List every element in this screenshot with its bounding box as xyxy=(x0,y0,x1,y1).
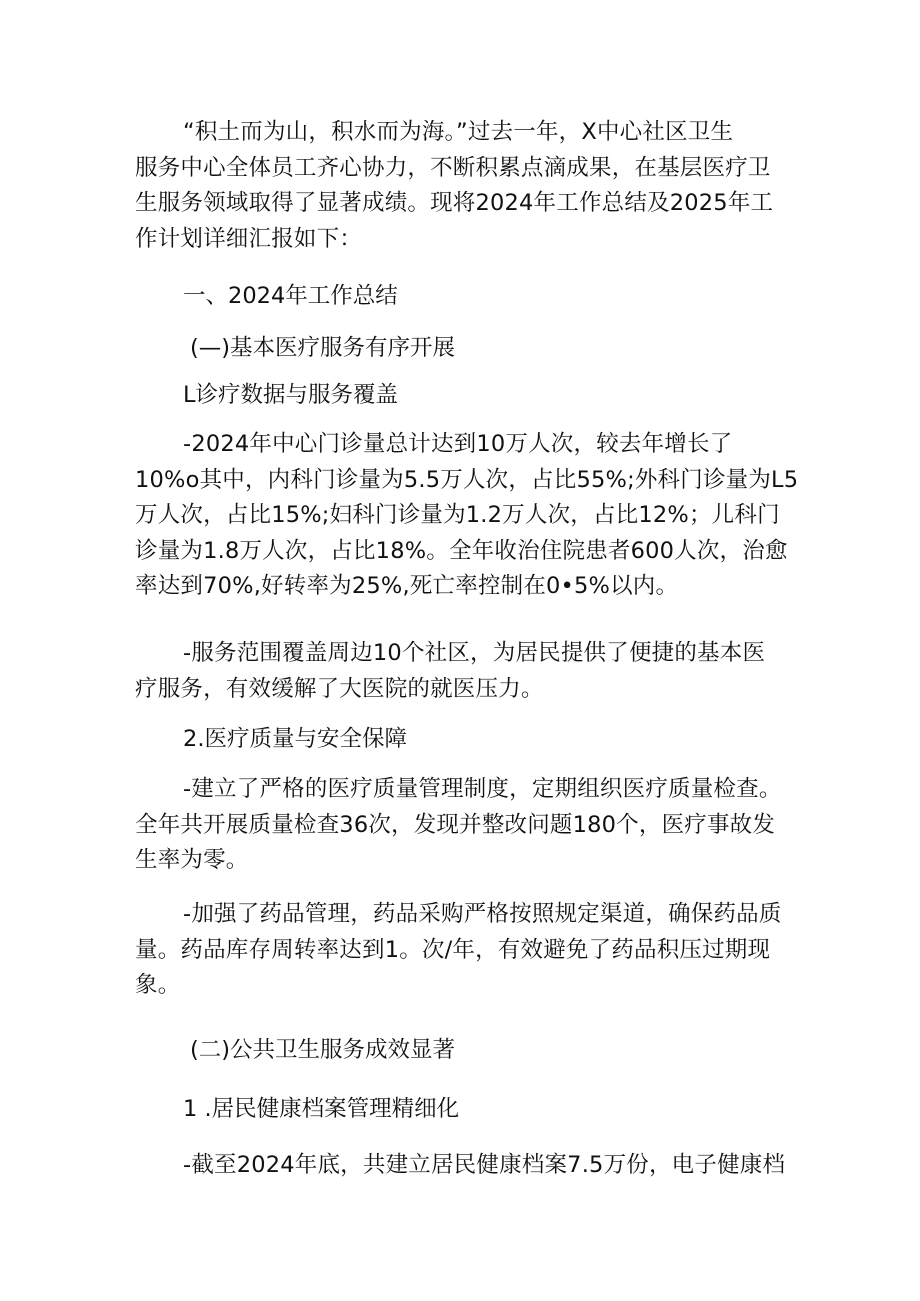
outpatient-line-3: 万人次，占比15%;妇科门诊量为1.2万人次，占比12%；儿科门 xyxy=(135,502,780,528)
intro-paragraph xyxy=(135,115,795,257)
quality-line-2: 全年共开展质量检查36次，发现并整改问题180个，医疗事故发 xyxy=(135,811,776,838)
coverage-line-2: 疗服务，有效缓解了大医院的就医压力。 xyxy=(135,675,544,702)
drugs-line-1: -加强了药品管理，药品采购严格按照规定渠道，确保药品质 xyxy=(183,901,782,927)
outpatient-paragraph xyxy=(135,427,799,605)
item-1-title: L诊疗数据与服务覆盖 xyxy=(183,382,399,408)
outpatient-line-4: 诊量为1.8万人次，占比18%。全年收治住院患者600人次，治愈 xyxy=(135,537,788,564)
coverage-paragraph xyxy=(135,636,795,707)
drugs-line-2: 量。药品库存周转率达到1。次/年，有效避免了药品积压过期现 xyxy=(135,936,771,963)
outpatient-line-1: -2024年中心门诊量总计达到10万人次，较去年增长了 xyxy=(183,431,733,457)
quality-line-3: 生率为零。 xyxy=(135,847,249,873)
coverage-line-1: -服务范围覆盖周边10个社区，为居民提供了便捷的基本医 xyxy=(183,640,766,666)
quality-paragraph xyxy=(135,772,795,879)
drugs-line-3: 象。 xyxy=(135,972,181,998)
records-paragraph xyxy=(135,1148,795,1184)
section-1-title: 一、2024年工作总结 xyxy=(183,283,398,309)
outpatient-line-2: 10%o其中，内科门诊量为5.5万人次，占比55%;外科门诊量为L5 xyxy=(135,466,799,493)
outpatient-line-5: 率达到70%,好转率为25%,死亡率控制在0•5%以内。 xyxy=(135,573,679,599)
drugs-paragraph xyxy=(135,897,795,1004)
intro-line-1: “积土而为山，积水而为海。”过去一年，X中心社区卫生 xyxy=(183,119,734,145)
item-3-title: 1 .居民健康档案管理精细化 xyxy=(183,1096,460,1122)
subsection-2-title: (二)公共卫生服务成效显著 xyxy=(190,1037,456,1063)
intro-line-3: 生服务领域取得了显著成绩。现将2024年工作总结及2025年工 xyxy=(135,190,774,216)
intro-line-2: 服务中心全体员工齐心协力，不断积累点滴成果，在基层医疗卫 xyxy=(135,154,771,181)
intro-line-4: 作计划详细汇报如下： xyxy=(135,225,363,252)
quality-line-1: -建立了严格的医疗质量管理制度，定期组织医疗质量检查。 xyxy=(183,776,782,802)
subsection-1-title: (—)基本医疗服务有序开展 xyxy=(190,335,456,361)
records-line-1: -截至2024年底，共建立居民健康档案7.5万份，电子健康档 xyxy=(183,1152,786,1178)
item-2-title: 2.医疗质量与安全保障 xyxy=(183,726,407,752)
